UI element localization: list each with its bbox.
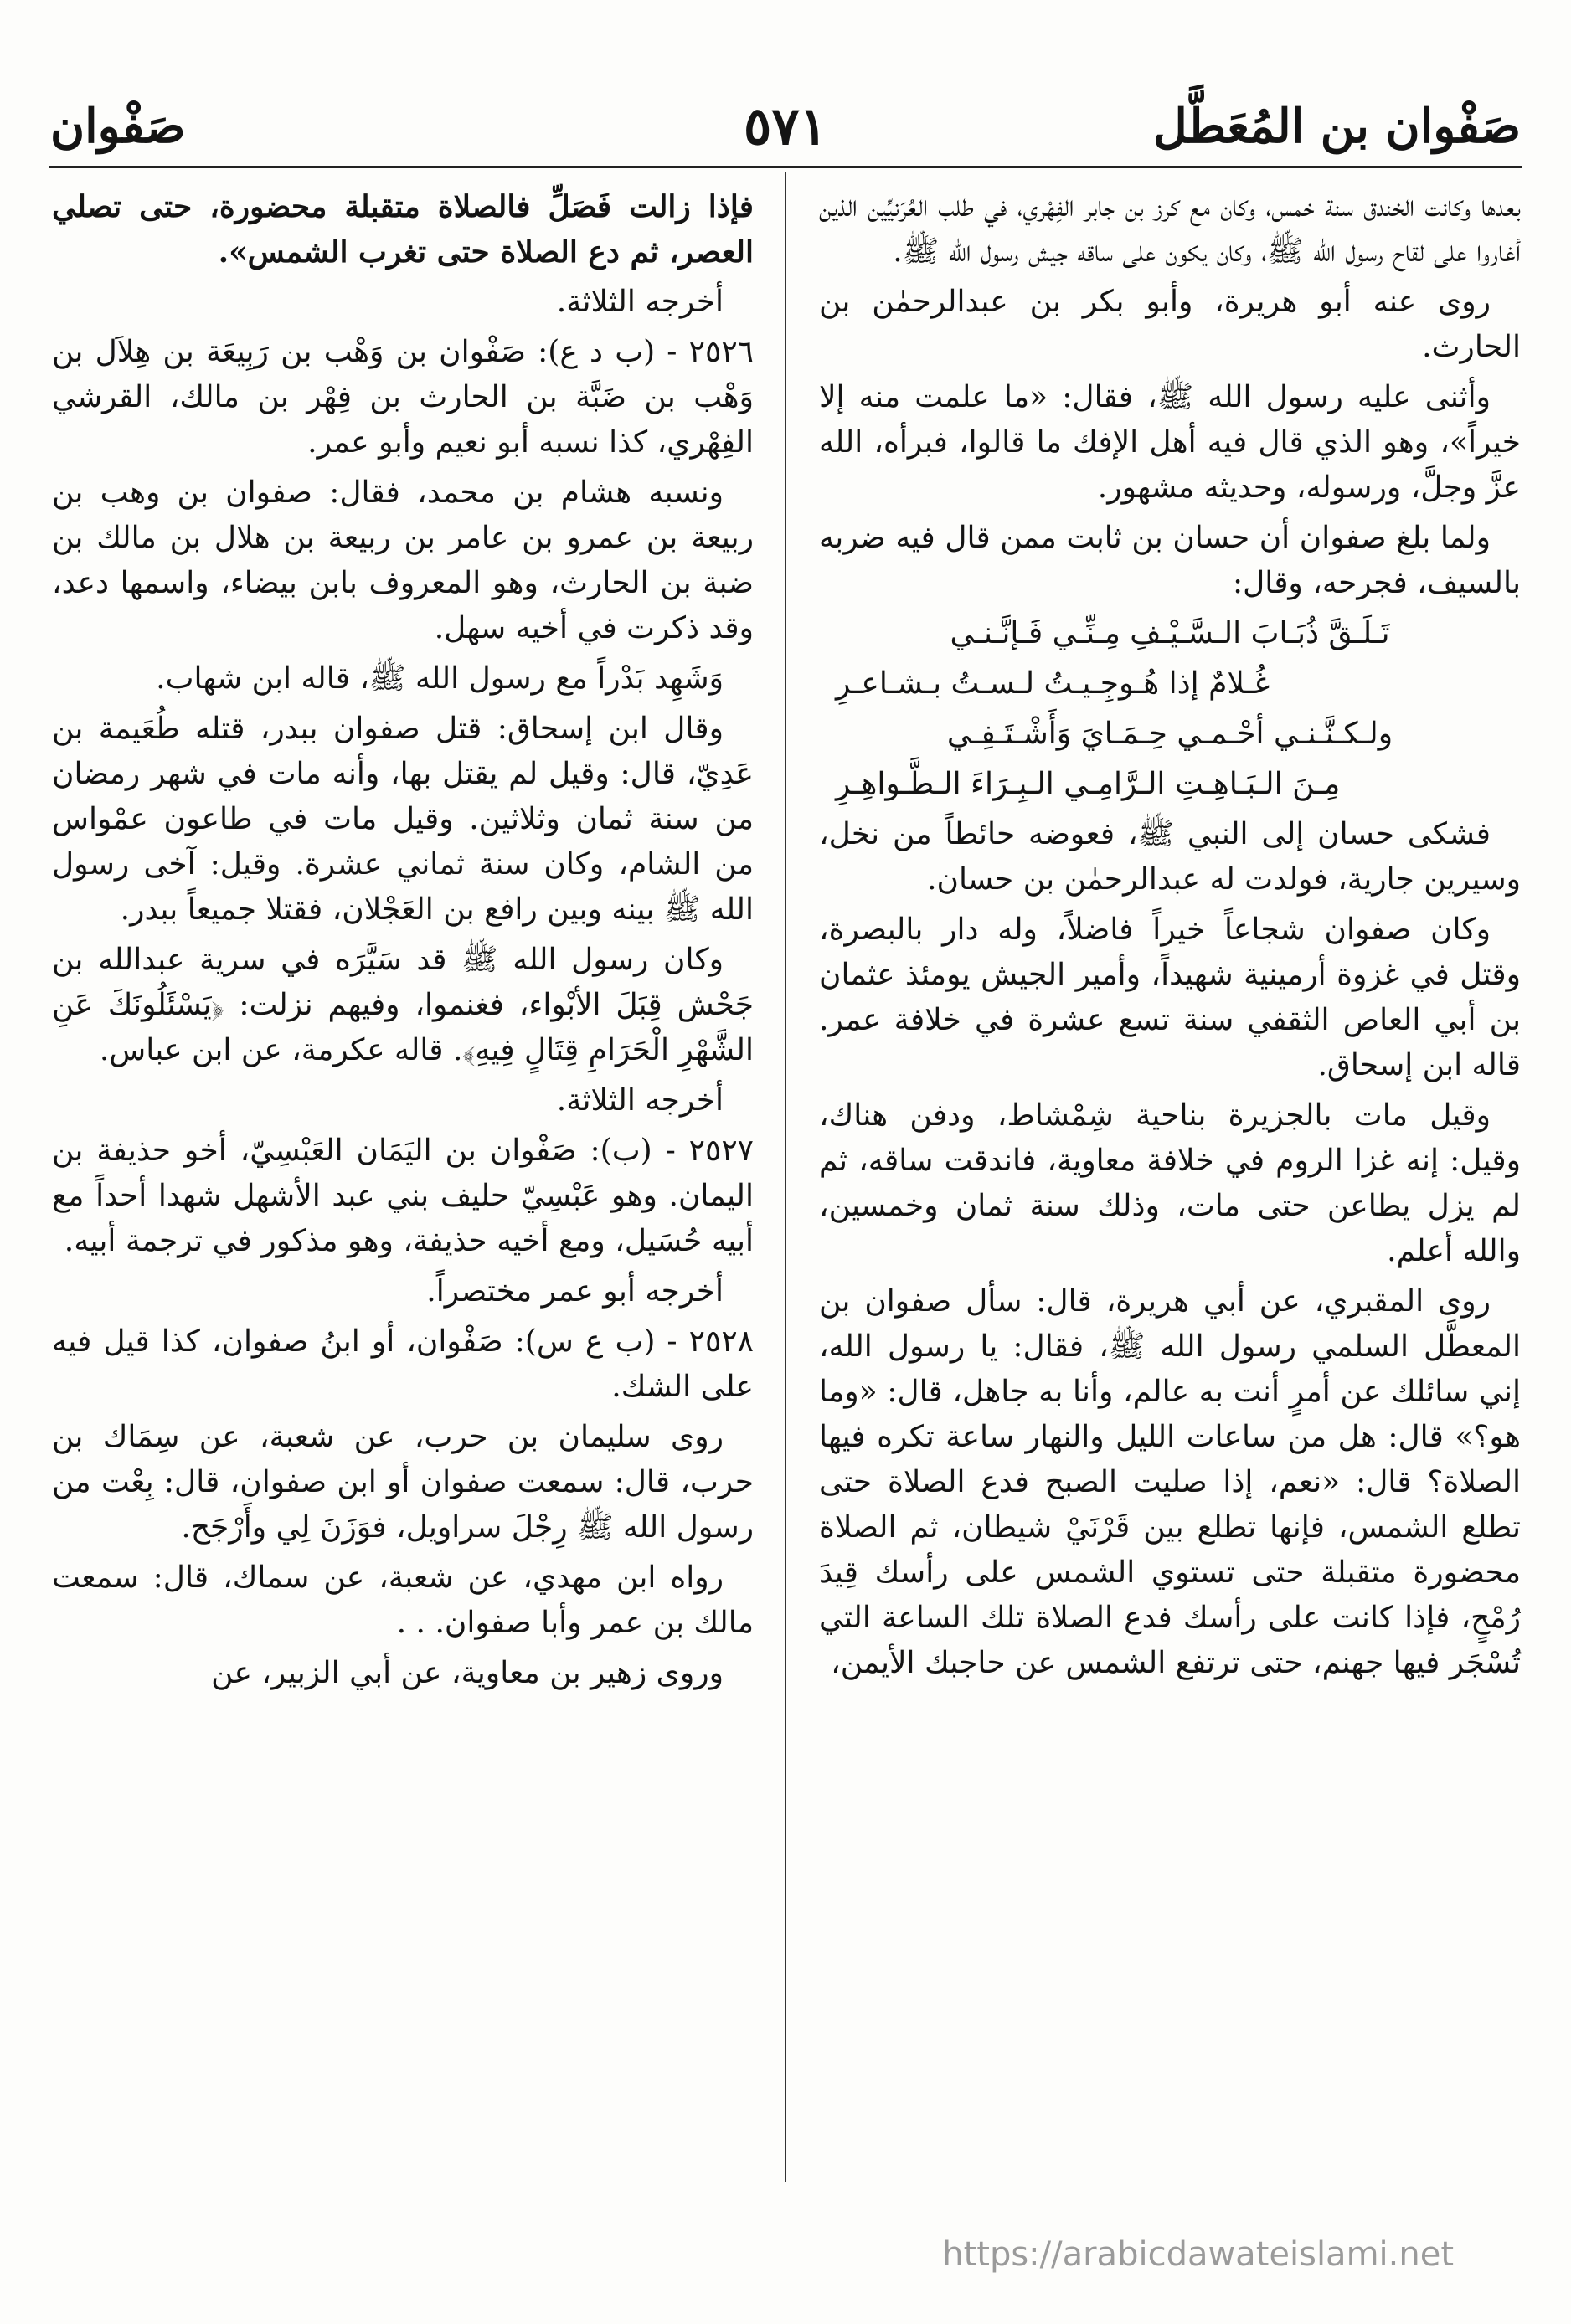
header-rule [49,166,1522,168]
column-divider [785,172,786,2182]
paragraph: وكان رسول الله ﷺ قد سَيَّرَه في سرية عبدالله بن جَحْش قِبَلَ الأبْواء، فغنموا، وفيهم نزلت: ﴿يَسْئَلُونَكَ عَنِ الشَّهْرِ الْحَرَامِ قِتَالٍ فِيهِ﴾. قاله عكرمة، عن ابن عباس. [52,943,754,1067]
page-number: ٥٧١ [744,95,827,157]
paragraph: أخرجه الثلاثة. [556,285,724,319]
paragraph: وقيل مات بالجزيرة بناحية شِمْشاط، ودفن هناك، وقيل: إنه غزا الروم في خلافة معاوية، فاندقت ساقه، ثم لم يزل يطاعن حتى مات، وذلك سنة ثمان وخمسين، والله أعلم. [819,1098,1521,1268]
paragraph: روى سليمان بن حرب، عن شعبة، عن سِمَاك بن حرب، قال: سمعت صفوان أو ابن صفوان، قال: بِعْت من رسول الله ﷺ رِجْلَ سراويل، فوَزَنَ لِي وأَرْجَح. [52,1420,754,1545]
page-header [50,84,1521,159]
poem-verse: غُـلامٌ إذا هُـوجِـيـتُ لـسـتُ بـشـاعـرِ [836,666,1270,701]
entry-2527: ٢٥٢٧ - (ب): صَفْوان بن اليَمَان العَبْسِيّ، أخو حذيفة بن اليمان. وهو عَبْسِيّ حليف بني عبد الأشهل شهدا أحداً مع أبيه حُسَيل، ومع أخيه حذيفة، وهو مذكور في ترجمة أبيه. [52,1134,754,1258]
paragraph: ونسبه هشام بن محمد، فقال: صفوان بن وهب بن ربيعة بن عمرو بن عامر بن ربيعة بن هلال بن مالك بن ضبة بن الحارث، وهو المعروف بابن بيضاء، واسمها دعد، وقد ذكرت في أخيه سهل. [52,476,755,645]
running-title-right: صَفْوان بن المُعَطَّل [1152,99,1521,154]
poem-verse: ولـكـنَّـنـي أحْـمـي حِـمَـايَ وَأَشْـتَـفِـي [946,717,1393,751]
paragraph: وروى زهير بن معاوية، عن أبي الزبير، عن [211,1656,724,1690]
entry-2526: ٢٥٢٦ - (ب د ع): صَفْوان بن وَهْب بن رَبِيعَة بن هِلاَل بن وَهْب بن ضَبَّة بن الحارث بن فِهْر بن مالك، القرشي الفِهْري، كذا نسبه أبو نعيم وأبو عمر. [52,335,754,460]
entry-2528: ٢٥٢٨ - (ب ع س): صَفْوان، أو ابنُ صفوان، كذا قيل فيه على الشك. [52,1324,754,1404]
poem-verse: تَـلَـقَّ ذُبَـابَ الـسَّـيْـفِ مِـنِّـي فَـإنَّـنـي [950,616,1390,650]
right-column [819,184,1521,1691]
paragraph: أخرجه أبو عمر مختصراً. [426,1274,724,1309]
paragraph: وكان صفوان شجاعاً خيراً فاضلاً، وله دار بالبصرة، وقتل في غزوة أرمينية شهيداً، وأمير الجيش يومئذ عثمان بن أبي العاص الثقفي سنة تسع عشرة في خلافة عمر. قاله ابن إسحاق. [819,913,1521,1082]
paragraph: فشكى حسان إلى النبي ﷺ، فعوضه حائطاً من نخل، وسيرين جارية، فولدت له عبدالرحمٰن بن حسان. [819,817,1521,897]
watermark-url: https://arabicdawateislami.net [942,2235,1454,2274]
paragraph: بعدها وكانت الخندق سنة خمس، وكان مع كرز بن جابر الفِهْري، في طلب العُرَنيِّين الذين أغاروا على لقاح رسول الله ﷺ، وكان يكون على ساقه جيش رسول الله ﷺ. [819,189,1521,269]
poem-verse: مِـنَ الـبَـاهِـتِ الـرَّامِـي الـبِـرَاءَ الـطَّـواهِـرِ [836,767,1341,801]
running-title-left: صَفْوان [50,99,186,154]
paragraph: وقال ابن إسحاق: قتل صفوان ببدر، قتله طُعَيمة بن عَدِيّ، قال: وقيل لم يقتل بها، وأنه مات في شهر رمضان من سنة ثمان وثلاثين. وقيل مات في طاعون عمْواس من الشام، وكان سنة ثماني عشرة. وقيل: آخى رسول الله ﷺ بينه وبين رافع بن العَجْلان، فقتلا جميعاً ببدر. [52,712,754,927]
paragraph: أخرجه الثلاثة. [556,1083,724,1118]
paragraph: روى عنه أبو هريرة، وأبو بكر بن عبدالرحمٰن بن الحارث. [819,285,1521,364]
paragraph: فإذا زالت فَصَلِّ فالصلاة متقبلة محضورة، حتى تصلي العصر، ثم دع الصلاة حتى تغرب الشمس». [52,189,754,270]
paragraph: وَشَهِد بَدْراً مع رسول الله ﷺ، قاله ابن شهاب. [156,661,724,696]
paragraph: روى المقبري، عن أبي هريرة، قال: سأل صفوان بن المعطَّل السلمي رسول الله ﷺ، فقال: يا رسول الله، إني سائلك عن أمرٍ أنت به عالم، وأنا به جاهل، قال: «وما هو؟» قال: هل من ساعات الليل والنهار ساعة تكره فيها الصلاة؟ قال: «نعم، إذا صليت الصبح فدع الصلاة حتى تطلع الشمس، فإنها تطلع بين قَرْنَيْ شيطان، ثم الصلاة محضورة متقبلة حتى تستوي الشمس على رأسك قِيدَ رُمْحٍ، فإذا كانت على رأسك فدع الصلاة تلك الساعة التي تُسْجَر فيها جهنم، حتى ترتفع الشمس عن حاجبك الأيمن، [819,1284,1521,1680]
paragraph: وأثنى عليه رسول الله ﷺ، فقال: «ما علمت منه إلا خيراً»، وهو الذي قال فيه أهل الإفك ما قالوا، فبرأه، الله عزَّ وجلَّ، ورسوله، وحديثه مشهور. [819,380,1521,505]
paragraph: رواه ابن مهدي، عن شعبة، عن سماك، قال: سمعت مالك بن عمر وأبا صفوان. . . [52,1560,754,1640]
paragraph: ولما بلغ صفوان أن حسان بن ثابت ممن قال فيه ضربه بالسيف، فجرحه، وقال: [819,521,1521,600]
left-column [52,184,754,1701]
